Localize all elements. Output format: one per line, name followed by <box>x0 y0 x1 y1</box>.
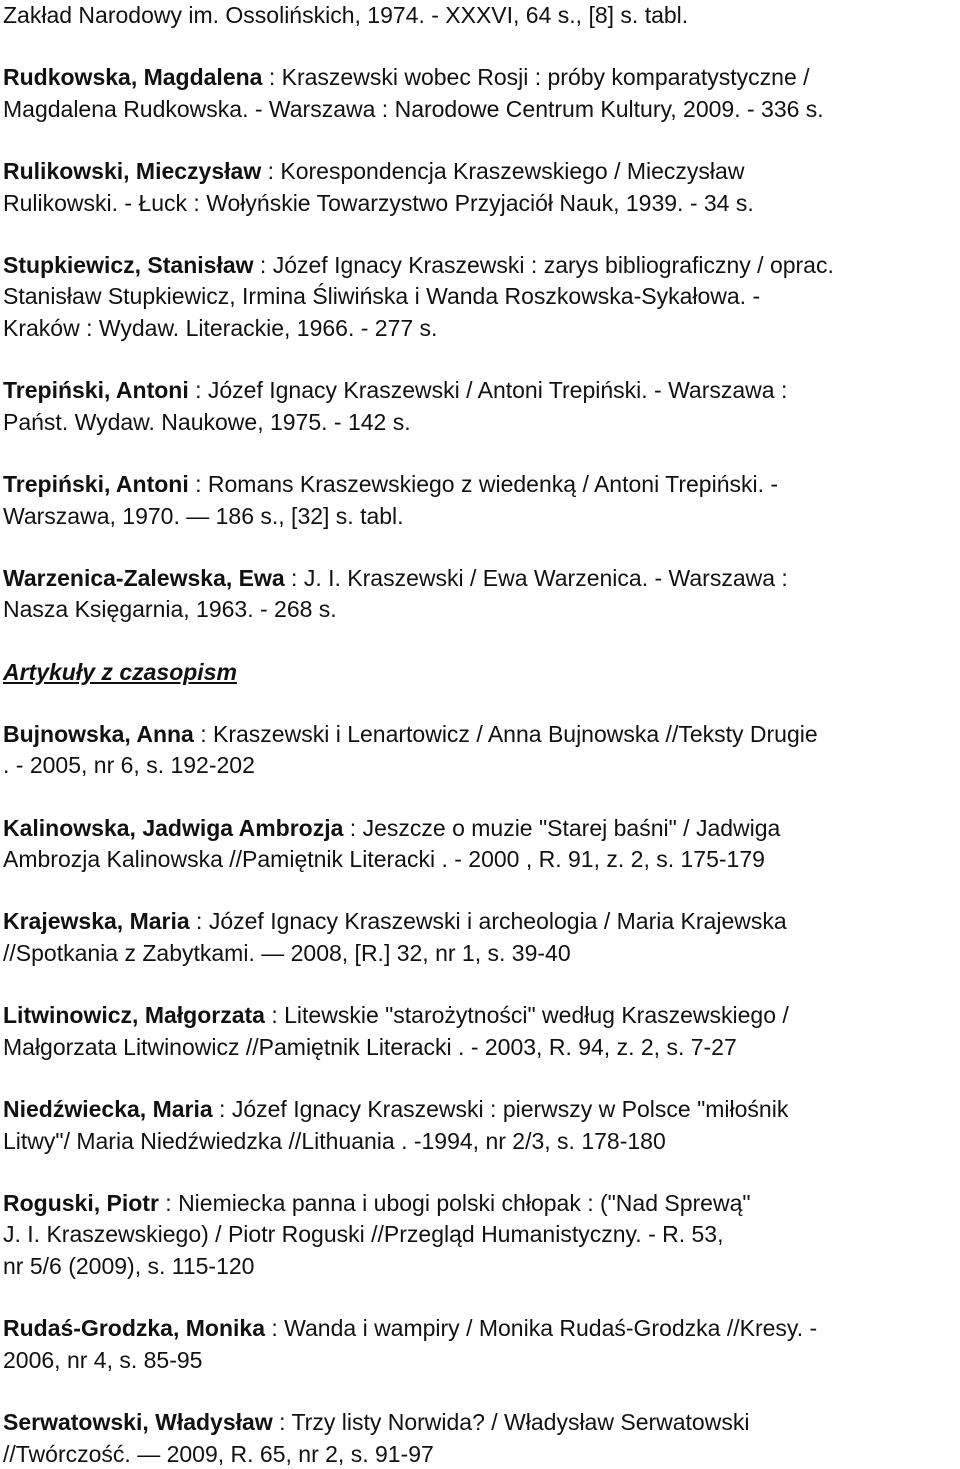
citation-text: Nasza Księgarnia, 1963. - 268 s. <box>3 596 337 623</box>
citation-text: : Józef Ignacy Kraszewski / Antoni Trepiński. - Warszawa : <box>188 377 788 404</box>
bibliography-line <box>3 1188 751 1218</box>
citation-text: : Józef Ignacy Kraszewski : zarys bibliograficzny / oprac. <box>253 251 834 278</box>
bibliography-line <box>3 281 760 311</box>
citation-text: Państ. Wydaw. Naukowe, 1975. - 142 s. <box>3 408 411 435</box>
bibliography-line <box>3 750 255 780</box>
bibliography-line <box>3 719 818 749</box>
bibliography-line <box>3 813 780 843</box>
bibliography-line <box>3 1251 254 1281</box>
bibliography-line <box>3 156 744 186</box>
bibliography-line <box>3 188 754 218</box>
citation-text: : Kraszewski wobec Rosji : próby komparatystyczne / <box>262 64 810 91</box>
citation-text: Rulikowski. - Łuck : Wołyńskie Towarzystwo Przyjaciół Nauk, 1939. - 34 s. <box>3 189 754 216</box>
bibliography-line <box>3 469 778 499</box>
citation-text: Warszawa, 1970. — 186 s., [32] s. tabl. <box>3 502 404 529</box>
author-name: Niedźwiecka, Maria <box>3 1096 213 1122</box>
citation-text: //Spotkania z Zabytkami. — 2008, [R.] 32, nr 1, s. 39-40 <box>3 940 571 966</box>
bibliography-line <box>3 250 834 280</box>
author-name: Warzenica-Zalewska, Ewa <box>3 564 285 591</box>
author-name: Trepiński, Antoni <box>3 471 189 497</box>
author-name: Roguski, Piotr <box>3 1189 159 1216</box>
citation-text: : Józef Ignacy Kraszewski : pierwszy w Polsce "miłośnik <box>212 1096 789 1122</box>
author-name: Kalinowska, Jadwiga Ambrozja <box>3 814 344 841</box>
citation-text: Zakład Narodowy im. Ossolińskich, 1974. - XXXVI, 64 s., [8] s. tabl. <box>3 2 689 28</box>
citation-text: //Twórczość. — 2009, R. 65, nr 2, s. 91-97 <box>3 1440 434 1467</box>
author-name: Rudkowska, Magdalena <box>3 64 263 91</box>
bibliography-line <box>3 1313 817 1343</box>
author-name: Trepiński, Antoni <box>3 377 189 404</box>
bibliography-line <box>3 94 824 124</box>
citation-text: : Jeszcze o muzie "Starej baśni" / Jadwiga <box>343 814 781 841</box>
author-name: Litwinowicz, Małgorzata <box>3 1002 265 1029</box>
bibliography-line <box>3 906 787 936</box>
author-name: Rulikowski, Mieczysław <box>3 158 262 184</box>
section-heading: Artykuły z czasopism <box>3 658 237 685</box>
citation-text: Magdalena Rudkowska. - Warszawa : Narodowe Centrum Kultury, 2009. - 336 s. <box>3 95 824 122</box>
bibliography-line <box>3 1439 434 1469</box>
bibliography-line <box>3 938 571 968</box>
citation-text: : Litewskie "starożytności" według Kraszewskiego / <box>264 1002 789 1029</box>
citation-text: : Trzy listy Norwida? / Władysław Serwatowski <box>272 1409 750 1435</box>
bibliography-line <box>3 1219 724 1249</box>
citation-text: : Kraszewski i Lenartowicz / Anna Bujnowska //Teksty Drugie <box>193 720 818 747</box>
bibliography-line <box>3 844 765 874</box>
citation-text: Ambrozja Kalinowska //Pamiętnik Literacki . - 2000 , R. 91, z. 2, s. 175-179 <box>3 846 765 873</box>
bibliography-line <box>3 375 787 405</box>
citation-text: nr 5/6 (2009), s. 115-120 <box>3 1253 255 1279</box>
citation-text: : Niemiecka panna i ubogi polski chłopak : ("Nad Sprewą" <box>158 1189 751 1216</box>
bibliography-line <box>3 1345 202 1375</box>
citation-text: Małgorzata Litwinowicz //Pamiętnik Literacki . - 2003, R. 94, z. 2, s. 7-27 <box>3 1033 737 1060</box>
bibliography-line <box>3 313 437 343</box>
bibliography-line <box>3 1094 788 1124</box>
citation-text: : Józef Ignacy Kraszewski i archeologia / Maria Krajewska <box>189 908 787 935</box>
bibliography-line <box>3 62 810 92</box>
author-name: Stupkiewicz, Stanisław <box>3 251 254 278</box>
citation-text: Stanisław Stupkiewicz, Irmina Śliwińska i Wanda Roszkowska-Sykałowa. - <box>3 283 761 310</box>
author-name: Serwatowski, Władysław <box>3 1409 273 1435</box>
citation-text: . - 2005, nr 6, s. 192-202 <box>3 752 255 779</box>
author-name: Bujnowska, Anna <box>3 720 194 747</box>
bibliography-line <box>3 1000 789 1030</box>
citation-text: : Romans Kraszewskiego z wiedenką / Antoni Trepiński. - <box>188 471 779 497</box>
citation-text: J. I. Kraszewskiego) / Piotr Roguski //Przegląd Humanistyczny. - R. 53, <box>3 1221 724 1248</box>
citation-text: Kraków : Wydaw. Literackie, 1966. - 277 s. <box>3 315 438 341</box>
citation-text: : Wanda i wampiry / Monika Rudaś-Grodzka //Kresy. - <box>264 1315 818 1342</box>
bibliography-line <box>3 407 411 437</box>
bibliography-line <box>3 501 404 531</box>
bibliography-line <box>3 0 688 30</box>
citation-text: : Korespondencja Kraszewskiego / Mieczysław <box>261 158 745 184</box>
bibliography-line <box>3 563 788 593</box>
bibliography-line <box>3 1407 749 1437</box>
bibliography-line <box>3 1126 666 1156</box>
citation-text: Litwy"/ Maria Niedźwiedzka //Lithuania . -1994, nr 2/3, s. 178-180 <box>3 1127 666 1154</box>
author-name: Rudaś-Grodzka, Monika <box>3 1315 265 1342</box>
author-name: Krajewska, Maria <box>3 908 190 935</box>
citation-text: 2006, nr 4, s. 85-95 <box>3 1346 203 1373</box>
bibliography-line <box>3 594 337 624</box>
bibliography-line <box>3 1032 737 1062</box>
citation-text: : J. I. Kraszewski / Ewa Warzenica. - Warszawa : <box>284 564 788 591</box>
